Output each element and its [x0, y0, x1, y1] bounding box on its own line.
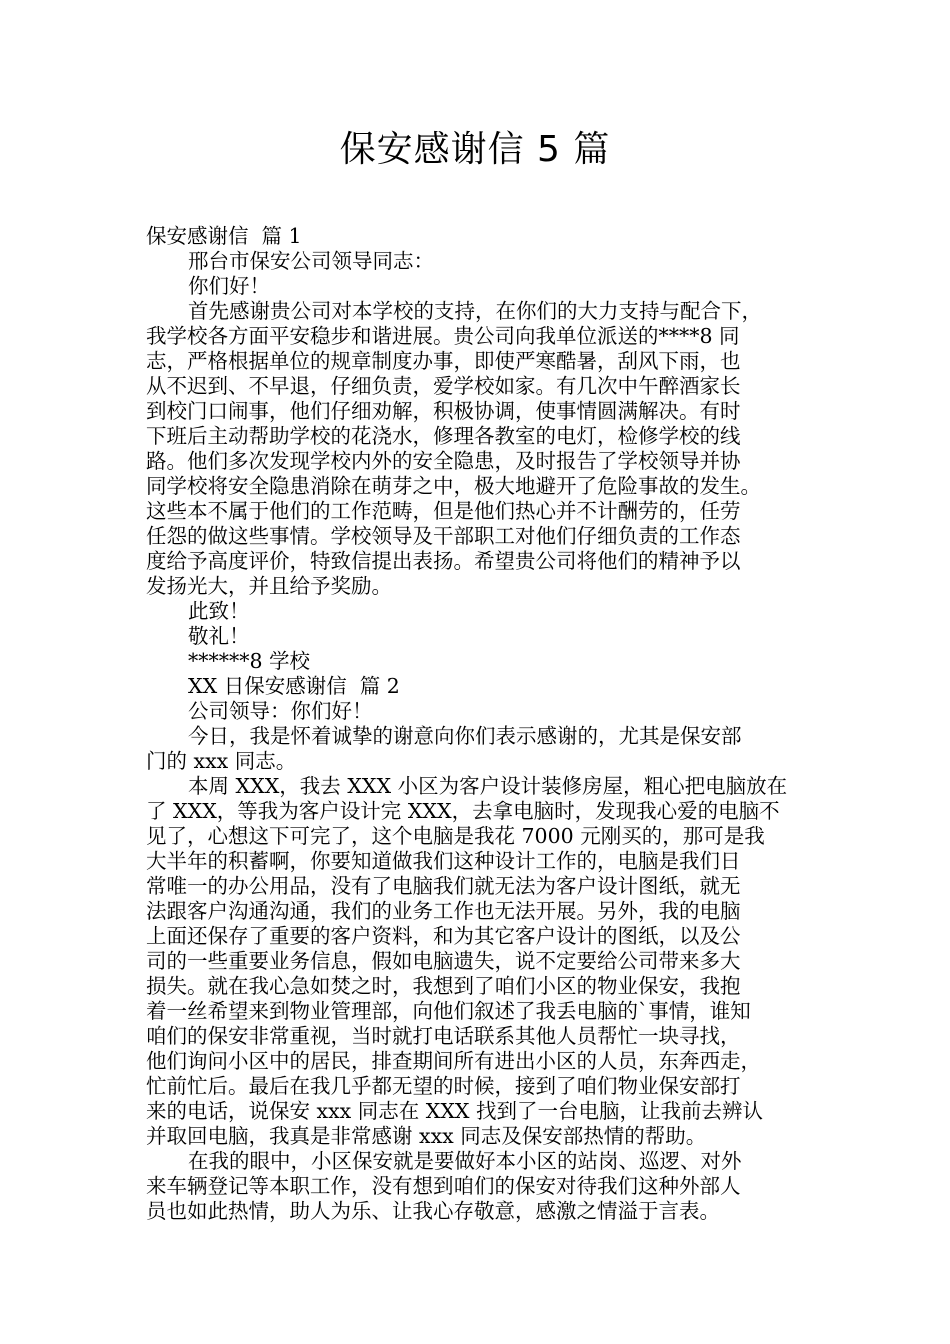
text-line: 首先感谢贵公司对本学校的支持，在你们的大力支持与配合下， — [188, 299, 762, 323]
text-line: 今日，我是怀着诚挚的谢意向你们表示感谢的，尤其是保安部 — [188, 724, 742, 748]
text-line: 他们询问小区中的居民，排查期间所有进出小区的人员，东奔西走， — [146, 1049, 761, 1073]
text-line: 路。他们多次发现学校内外的安全隐患，及时报告了学校领导并协 — [146, 449, 741, 473]
text-line: 公司领导：你们好！ — [188, 699, 373, 723]
text-line: 到校门口闹事，他们仔细劝解，积极协调，使事情圆满解决。有时 — [146, 399, 741, 423]
text-line: 这些本不属于他们的工作范畴，但是他们热心并不计酬劳的，任劳 — [146, 499, 741, 523]
text-line: 司的一些重要业务信息，假如电脑遗失，说不定要给公司带来多大 — [146, 949, 741, 973]
text-line: 从不迟到、不早退，仔细负责，爱学校如家。有几次中午醉酒家长 — [146, 374, 741, 398]
text-line: 同学校将安全隐患消除在萌芽之中，极大地避开了危险事故的发生。 — [146, 474, 761, 498]
text-line: 见了，心想这下可完了，这个电脑是我花 7000 元刚买的，那可是我 — [146, 824, 765, 848]
text-line: 敬礼！ — [188, 624, 250, 648]
text-line: 忙前忙后。最后在我几乎都无望的时候，接到了咱们物业保安部打 — [146, 1074, 741, 1098]
text-line: 邢台市保安公司领导同志： — [188, 249, 434, 273]
text-line: 并取回电脑，我真是非常感谢 xxx 同志及保安部热情的帮助。 — [146, 1124, 707, 1148]
text-line: 着一丝希望来到物业管理部，向他们叙述了我丢电脑的`事情，谁知 — [146, 999, 751, 1023]
text-line: 下班后主动帮助学校的花浇水，修理各教室的电灯，检修学校的线 — [146, 424, 741, 448]
text-line: 员也如此热情，助人为乐、让我心存敬意，感激之情溢于言表。 — [146, 1199, 720, 1223]
document-title: 保安感谢信 5 篇 — [339, 129, 611, 170]
text-line: 咱们的保安非常重视，当时就打电话联系其他人员帮忙一块寻找， — [146, 1024, 741, 1048]
document-body — [146, 224, 826, 1224]
text-line: 大半年的积蓄啊，你要知道做我们这种设计工作的，电脑是我们日 — [146, 849, 741, 873]
text-line: 此致！ — [188, 599, 250, 623]
text-line: 保安感谢信 篇 1 — [146, 224, 302, 248]
text-line: 任怨的做这些事情。学校领导及干部职工对他们仔细负责的工作态 — [146, 524, 741, 548]
text-line: 在我的眼中，小区保安就是要做好本小区的站岗、巡逻、对外 — [188, 1149, 742, 1173]
text-line: 门的 xxx 同志。 — [146, 749, 297, 773]
text-line: 来的电话，说保安 xxx 同志在 XXX 找到了一台电脑，让我前去辨认 — [146, 1099, 764, 1123]
text-line: 度给予高度评价，特致信提出表扬。希望贵公司将他们的精神予以 — [146, 549, 741, 573]
text-line: 发扬光大，并且给予奖励。 — [146, 574, 392, 598]
text-line: 上面还保存了重要的客户资料，和为其它客户设计的图纸，以及公 — [146, 924, 741, 948]
text-line: 了 XXX，等我为客户设计完 XXX，去拿电脑时，发现我心爱的电脑不 — [146, 799, 780, 823]
text-line: 志，严格根据单位的规章制度办事，即使严寒酷暑，刮风下雨，也 — [146, 349, 741, 373]
text-line: 法跟客户沟通沟通，我们的业务工作也无法开展。另外，我的电脑 — [146, 899, 741, 923]
text-line: 我学校各方面平安稳步和谐进展。贵公司向我单位派送的****8 同 — [146, 324, 740, 348]
text-line: 来车辆登记等本职工作，没有想到咱们的保安对待我们这种外部人 — [146, 1174, 741, 1198]
text-line: ******8 学校 — [188, 649, 311, 673]
text-line: 你们好！ — [188, 274, 270, 298]
text-line: 本周 XXX，我去 XXX 小区为客户设计装修房屋，粗心把电脑放在 — [188, 774, 788, 798]
text-line: 常唯一的办公用品，没有了电脑我们就无法为客户设计图纸，就无 — [146, 874, 741, 898]
text-line: 损失。就在我心急如焚之时，我想到了咱们小区的物业保安，我抱 — [146, 974, 741, 998]
text-line: XX 日保安感谢信 篇 2 — [188, 674, 400, 698]
